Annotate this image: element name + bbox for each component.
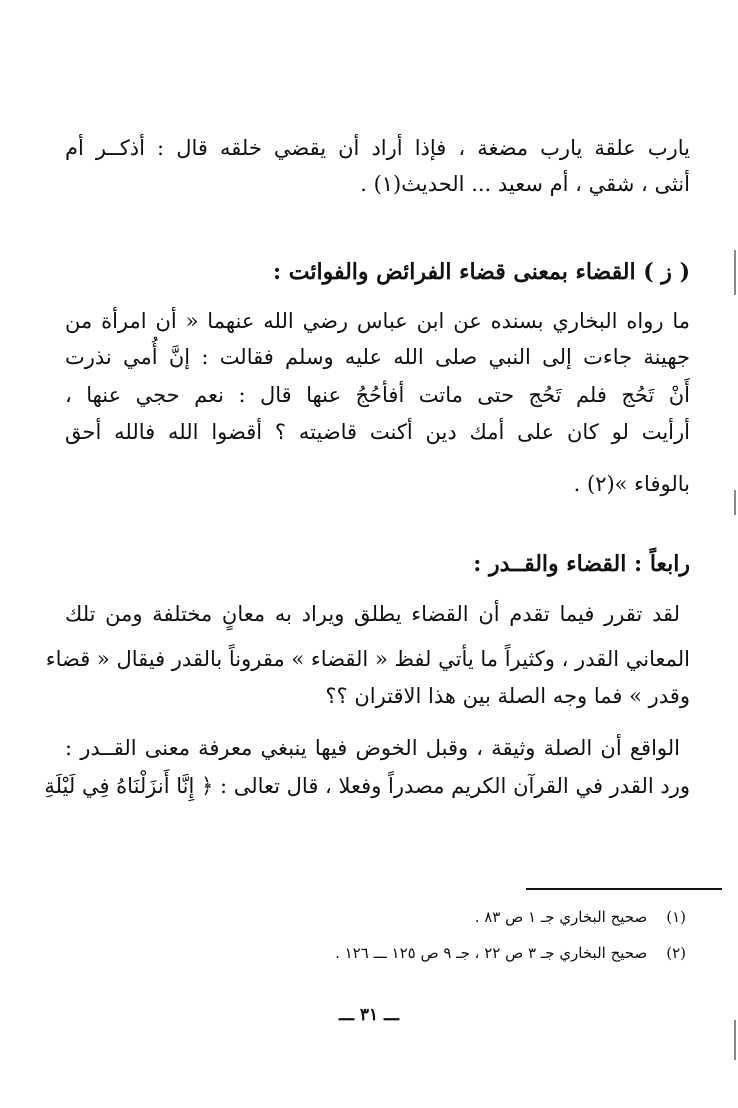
- text-line: ما رواه البخاري بسنده عن ابن عباس رضي الله عنهما « أن امرأة من: [65, 309, 690, 333]
- footnote-text: صحيح البخاري جـ ١ ص ٨٣ .: [474, 908, 648, 926]
- footnote-number: (٢): [666, 944, 686, 962]
- text-line: لقد تقرر فيما تقدم أن القضاء يطلق ويراد به معانٍ مختلفة ومن تلك: [65, 602, 680, 626]
- section-heading-four: رابعاً : القضاء والقــدر :: [473, 551, 690, 577]
- text-line: المعاني القدر ، وكثيراً ما يأتي لفظ « القضاء » مقروناً بالقدر فيقال « قضاء: [45, 647, 690, 671]
- text-line: أرأيت لو كان على أمك دين أكنت قاضيته ؟ أقضوا الله فالله أحق: [65, 420, 690, 444]
- footnote-text: صحيح البخاري جـ ٣ ص ٢٢ ، جـ ٩ ص ١٢٥ ـــ ١٢٦ .: [335, 944, 648, 962]
- footnote-separator: [526, 888, 722, 890]
- text-line: يارب علقة يارب مضغة ، فإذا أراد أن يقضي خلقه قال : أذكــر أم: [65, 136, 690, 160]
- text-line: وقدر » فما وجه الصلة بين هذا الاقتران ؟؟: [325, 684, 690, 708]
- scan-edge-mark: [734, 250, 736, 295]
- text-line: أَنْ تَحُج فلم تَحُج حتى ماتت أفأحُجُ عنها قال : نعم حجي عنها ،: [65, 383, 690, 407]
- scan-edge-mark: [734, 490, 736, 515]
- section-heading-z: ( ز ) القضاء بمعنى قضاء الفرائض والفوائت :: [272, 259, 690, 285]
- footnote-number: (١): [666, 908, 686, 926]
- text-line: أنثى ، شقي ، أم سعيد ... الحديث(١) .: [360, 172, 690, 196]
- text-line: جهينة جاءت إلى النبي صلى الله عليه وسلم فقالت : إنَّ أُمي نذرت: [65, 345, 690, 369]
- text-line: ورد القدر في القرآن الكريم مصدراً وفعلا ، قال تعالى : ﴿ إِنَّا أَنزَلْنَاهُ فِي لَيْلَةِ: [44, 774, 690, 798]
- text-line: بالوفاء »(٢) .: [573, 472, 690, 496]
- scan-edge-mark: [734, 1020, 736, 1060]
- footnote: [186, 904, 686, 930]
- text-line: الواقع أن الصلة وثيقة ، وقبل الخوض فيها ينبغي معرفة معنى القــدر :: [65, 736, 680, 760]
- footnote: [186, 940, 686, 966]
- page-number: ـــ ٣١ ـــ: [338, 1005, 399, 1025]
